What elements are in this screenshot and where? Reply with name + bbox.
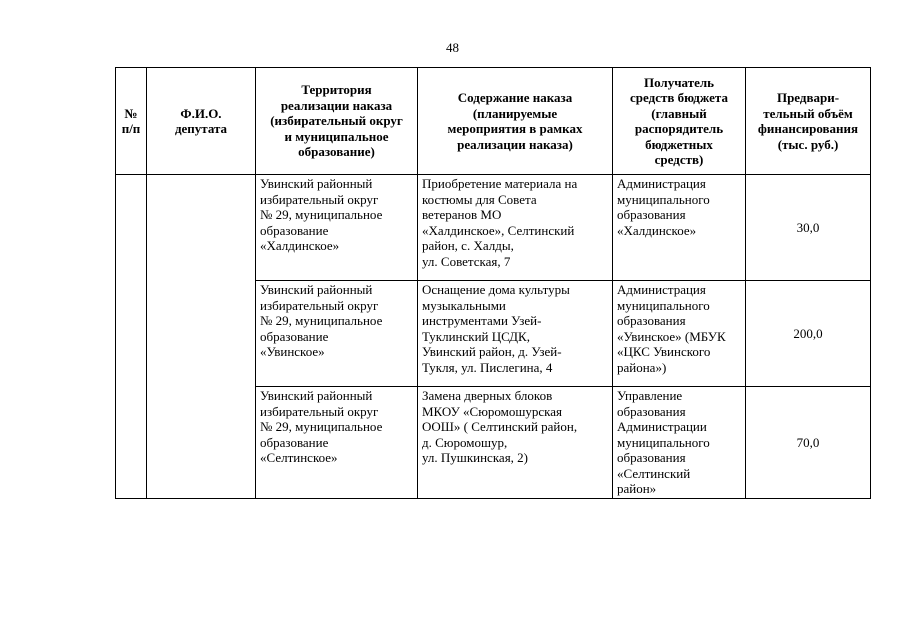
recipient-cell: Управление образования Администрации муниципального образования «Селтинский район» — [613, 387, 746, 499]
content-cell: Замена дверных блоков МКОУ «Сюромошурская ООШ» ( Селтинский район, д. Сюромошур, ул. Пушкинская, 2) — [418, 387, 613, 499]
recipient-cell: Администрация муниципального образования «Увинское» (МБУК «ЦКС Увинского района») — [613, 281, 746, 387]
header-territory: Территория реализации наказа (избирательный округ и муниципальное образование) — [256, 68, 418, 175]
amount-cell: 200,0 — [746, 281, 871, 387]
territory-cell: Увинский районный избирательный округ № 29, муниципальное образование «Халдинское» — [256, 175, 418, 281]
deputy-cell — [147, 175, 256, 499]
table-row — [116, 175, 871, 281]
recipient-cell: Администрация муниципального образования «Халдинское» — [613, 175, 746, 281]
table-header-row — [116, 68, 871, 175]
number-cell — [116, 175, 147, 499]
header-amount: Предвари- тельный объём финансирования (тыс. руб.) — [746, 68, 871, 175]
territory-cell: Увинский районный избирательный округ № 29, муниципальное образование «Увинское» — [256, 281, 418, 387]
territory-cell: Увинский районный избирательный округ № 29, муниципальное образование «Селтинское» — [256, 387, 418, 499]
orders-table — [115, 67, 871, 499]
header-content: Содержание наказа (планируемые мероприятия в рамках реализации наказа) — [418, 68, 613, 175]
header-recipient: Получатель средств бюджета (главный распорядитель бюджетных средств) — [613, 68, 746, 175]
content-cell: Оснащение дома культуры музыкальными инструментами Узей- Туклинский ЦСДК, Увинский район, д. Узей- Тукля, ул. Пислегина, 4 — [418, 281, 613, 387]
amount-cell: 70,0 — [746, 387, 871, 499]
header-deputy: Ф.И.О. депутата — [147, 68, 256, 175]
page-number: 48 — [446, 40, 459, 55]
content-cell: Приобретение материала на костюмы для Совета ветеранов МО «Халдинское», Селтинский район, с. Халды, ул. Советская, 7 — [418, 175, 613, 281]
amount-cell: 30,0 — [746, 175, 871, 281]
header-number: № п/п — [116, 68, 147, 175]
